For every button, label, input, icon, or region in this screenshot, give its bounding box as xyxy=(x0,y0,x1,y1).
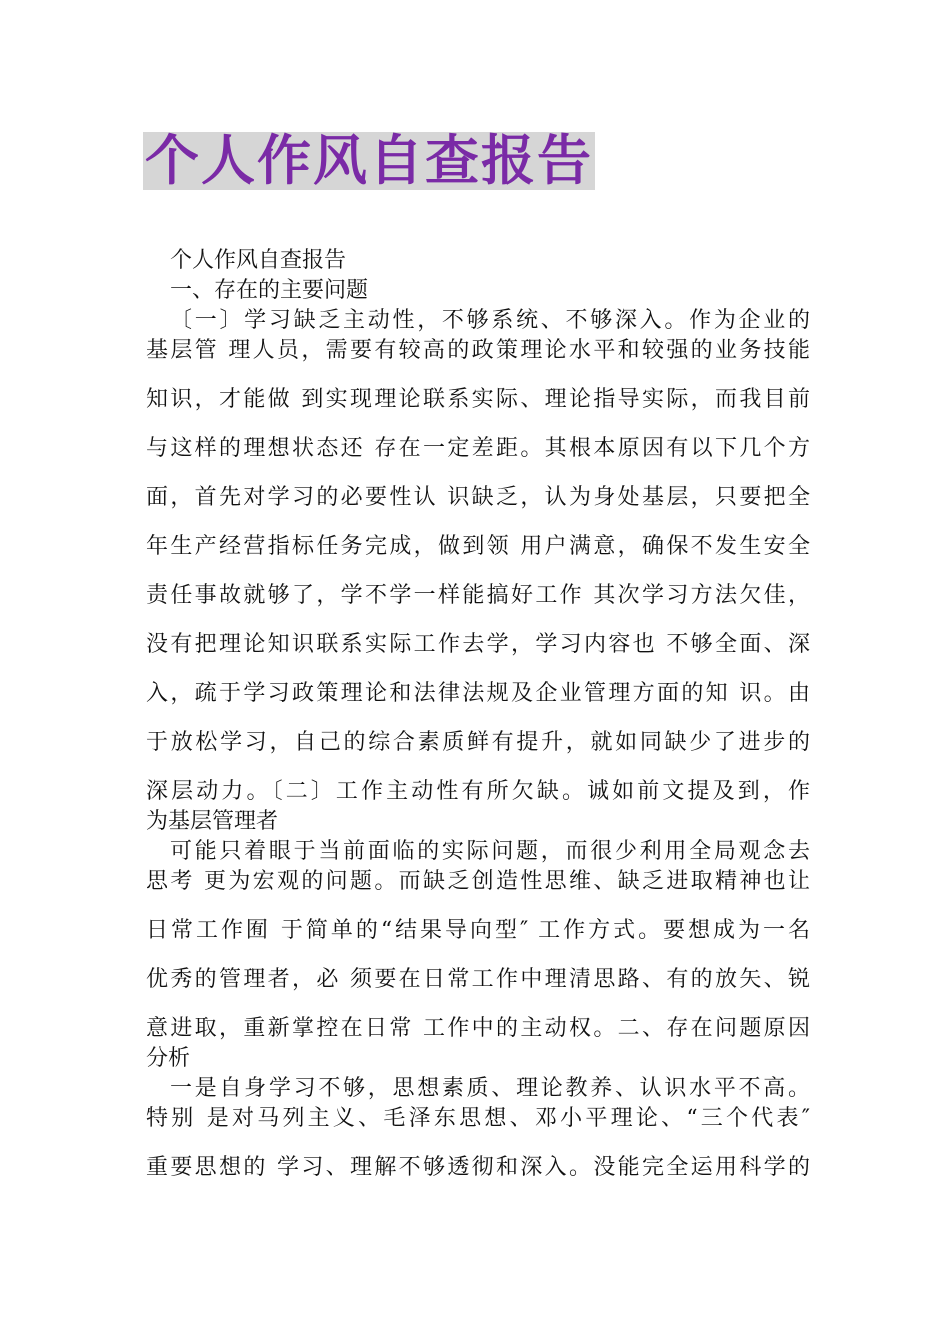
body-text-line: 日常工作囿 于简单的“结果导向型″ 工作方式。要想成为一名 xyxy=(146,918,810,943)
body-text-line: 可能只着眼于当前面临的实际问题，而很少利用全局观念去 xyxy=(170,839,810,864)
body-text-line: 优秀的管理者，必 须要在日常工作中理清思路、有的放矢、锐 xyxy=(146,967,810,992)
body-text-line: 特别 是对马列主义、毛泽东思想、邓小平理论、“三个代表″ xyxy=(146,1106,810,1131)
body-text-line: 意进取，重新掌控在日常 工作中的主动权。二、存在问题原因 xyxy=(146,1016,810,1041)
body-text-line: 〔一〕学习缺乏主动性，不够系统、不够深入。作为企业的 xyxy=(170,308,810,333)
body-text-line: 分析 xyxy=(146,1046,191,1071)
body-text-line: 入，疏于学习政策理论和法律法规及企业管理方面的知 识。由 xyxy=(146,681,810,706)
body-text-line: 个人作风自查报告 xyxy=(170,248,347,273)
body-text-line: 没有把理论知识联系实际工作去学，学习内容也 不够全面、深 xyxy=(146,632,810,657)
body-text-line: 与这样的理想状态还 存在一定差距。其根本原因有以下几个方 xyxy=(146,436,810,461)
body-text-line: 年生产经营指标任务完成，做到领 用户满意，确保不发生安全 xyxy=(146,534,810,559)
body-text-line: 责任事故就够了，学不学一样能搞好工作 其次学习方法欠佳， xyxy=(146,583,810,608)
body-text-line: 一是自身学习不够，思想素质、理论教养、认识水平不高。 xyxy=(170,1076,810,1101)
body-text-line: 思考 更为宏观的问题。而缺乏创造性思维、缺乏进取精神也让 xyxy=(146,869,810,894)
body-text-line: 基层管 理人员，需要有较高的政策理论水平和较强的业务技能 xyxy=(146,338,810,363)
body-text-line: 知识，才能做 到实现理论联系实际、理论指导实际，而我目前 xyxy=(146,387,810,412)
body-text-line: 深层动力。〔二〕工作主动性有所欠缺。诚如前文提及到，作 xyxy=(146,779,810,804)
document-body xyxy=(146,246,810,1183)
body-text-line: 面，首先对学习的必要性认 识缺乏，认为身处基层，只要把全 xyxy=(146,485,810,510)
body-text-line: 于放松学习，自己的综合素质鲜有提升，就如同缺少了进步的 xyxy=(146,730,810,755)
document-title: 个人作风自查报告 xyxy=(145,129,593,192)
body-text-line: 一、存在的主要问题 xyxy=(170,278,369,303)
body-text-line: 重要思想的 学习、理解不够透彻和深入。没能完全运用科学的 xyxy=(146,1155,810,1180)
body-text-line: 为基层管理者 xyxy=(146,809,279,834)
